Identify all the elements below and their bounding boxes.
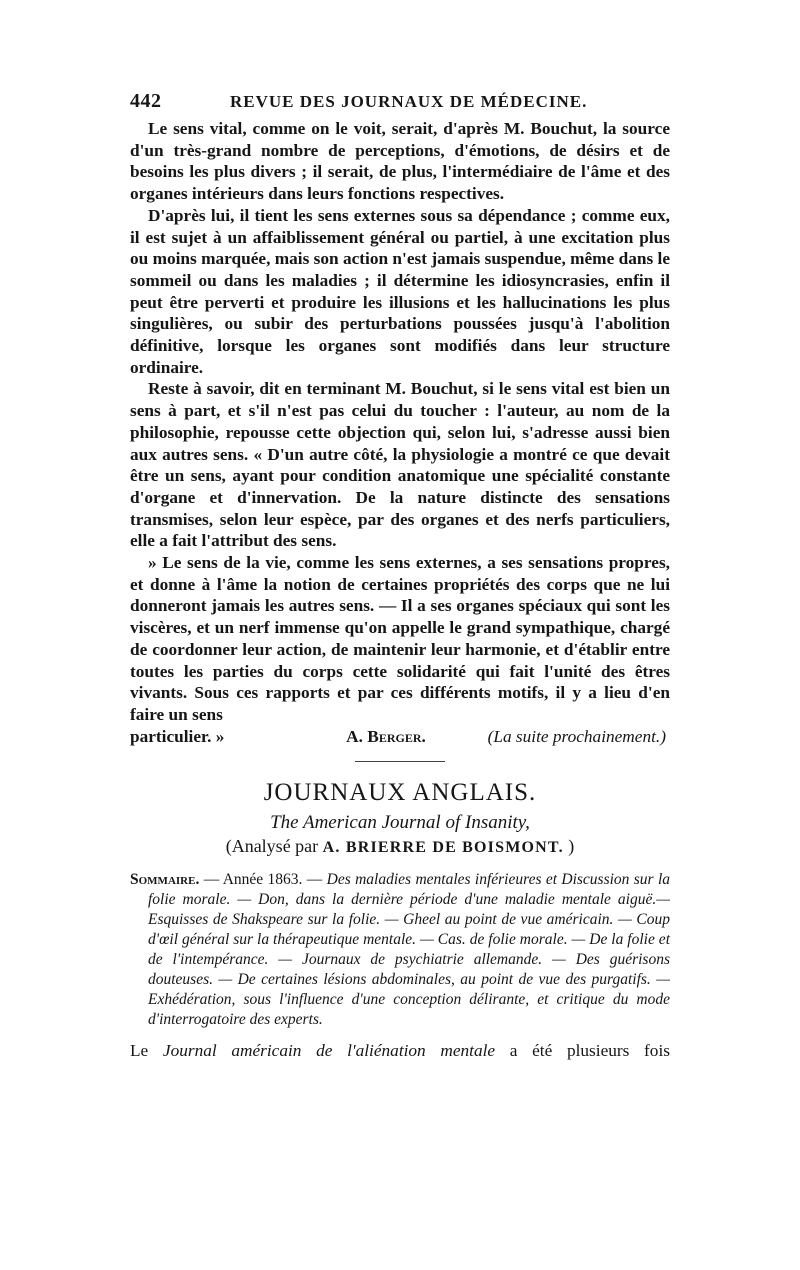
analyst-prefix: (Analysé par (225, 836, 319, 857)
running-head (130, 90, 670, 118)
continued-note: (La suite prochainement.) (487, 726, 666, 746)
paragraph-end: particulier. » (130, 726, 225, 746)
analyst-name: A. BRIERRE DE BOISMONT. (322, 839, 564, 857)
summary-year: — Année 1863. — (203, 871, 323, 889)
signature-line (130, 726, 670, 748)
book-page (130, 90, 670, 1062)
summary (130, 870, 670, 1030)
paragraph: D'après lui, il tient les sens externes sous sa dépendance ; comme eux, il est sujet à un affaiblissement général ou partiel, à une excitation plus ou moins marquée, mais son action n'est jamais suspendue, même dans le sommeil ou dans les maladies ; il détermine les idiosyncrasies, enfin il peut être perverti et produire les illusions et les hallucinations les plus singulières, ou subir des perturbations poussées jusqu'à l'abolition définitive, lorsque les organes sont modifiés dans leur structure ordinaire. (130, 205, 670, 377)
author-signature: A. Berger. (346, 726, 426, 746)
analyst-line (130, 834, 670, 860)
section-divider (355, 761, 445, 762)
paragraph: Le sens vital, comme on le voit, serait, d'après M. Bouchut, la source d'un très-grand nombre de perceptions, d'émotions, de désirs et de besoins les plus divers ; il serait, de plus, l'intermédiaire de l'âme et des organes intérieurs dans leurs fonctions respectives. (130, 119, 670, 204)
article-body (130, 118, 670, 726)
summary-text: Des maladies mentales inférieures et Discussion sur la folie morale. — Don, dans la dernière période d'une maladie mentale aiguë.— Esquisses de Shakspeare sur la folie. — Gheel au point de vue américain. — Coup d'œil général sur la thérapeutique mentale. — Cas. de folie morale. — De la folie et de l'intempérance. — Journaux de psychiatrie allemande. — Des guérisons douteuses. — De certaines lésions abdominales, au point de vue des purgatifs. — Exhédération, sous l'influence d'une conception délirante, et critique du mode d'interrogatoire des experts. (148, 871, 671, 1029)
section-title: JOURNAUX ANGLAIS. (263, 779, 537, 807)
paragraph: Reste à savoir, dit en terminant M. Bouchut, si le sens vital est bien un sens à part, et s'il n'est pas celui du toucher : l'auteur, au nom de la philosophie, repousse cette objection qui, selon lui, s'adresse aussi bien aux autres sens. « D'un autre côté, la physiologie a montré ce que devait être un sens, ayant pour condition anatomique une spécialité constante d'organe et d'innervation. De la nature distincte des sensations transmises, selon leur espèce, par des organes et des nerfs particuliers, elle a fait l'attribut des sens. (130, 379, 670, 551)
journal-title: The American Journal of Insanity, (270, 812, 530, 834)
paragraph: » Le sens de la vie, comme les sens externes, a ses sensations propres, et donne à l'âme la notion de certaines propriétés des corps que ne lui donneront jamais les autres sens. — Il a ses organes spéciaux qui sont les viscères, et un nerf immense qu'on appelle le grand sympathique, chargé de coordonner leur action, de maintenir leur harmonie, et d'établir entre toutes les parties du corps cette solidarité qui fait l'unité des êtres vivants. Sous ces rapports et par ces différents motifs, il y a lieu d'en faire un sens (130, 553, 670, 724)
running-title: REVUE DES JOURNAUX DE MÉDECINE. (230, 92, 588, 111)
closing-suffix: a été plusieurs fois (509, 1041, 670, 1061)
closing-line (130, 1040, 670, 1062)
closing-prefix: Le (130, 1041, 149, 1061)
analyst-suffix: ) (568, 836, 575, 857)
closing-journal: Journal américain de l'aliénation mentale (162, 1041, 496, 1061)
summary-label: Sommaire. (130, 871, 200, 889)
page-number: 442 (130, 90, 162, 112)
